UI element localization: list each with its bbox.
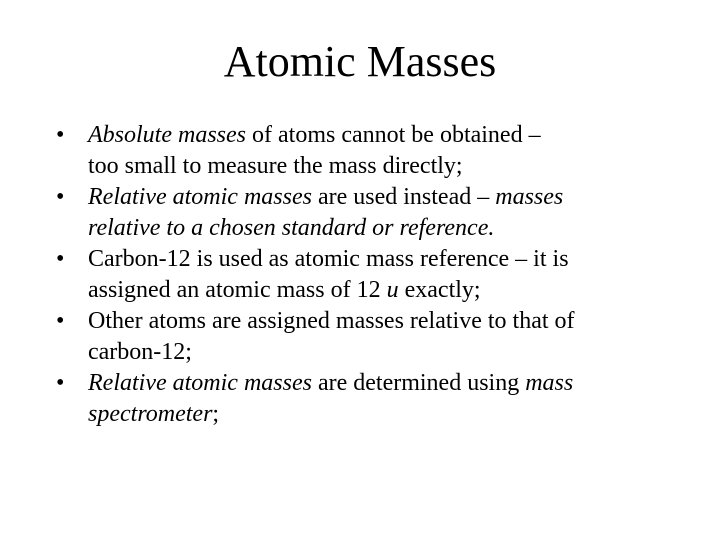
bullet-line — [88, 120, 676, 151]
bullet-item — [56, 244, 676, 306]
bullet-dot: • — [56, 370, 65, 396]
bullet-line — [88, 244, 676, 275]
text-run: Other atoms are assigned masses relative to that of — [88, 308, 575, 334]
text-run: too small to measure the mass directly; — [88, 153, 463, 179]
bullet-line — [88, 368, 676, 399]
bullet-line — [88, 275, 676, 306]
bullet-dot: • — [56, 184, 65, 210]
bullet-dot: • — [56, 246, 65, 272]
slide-title: Atomic Masses — [223, 37, 497, 86]
bullet-item — [56, 182, 676, 244]
bullet-dot: • — [56, 122, 65, 148]
italic-term: spectrometer — [88, 401, 213, 427]
italic-term: mass — [525, 370, 574, 396]
bullet-item — [56, 306, 676, 368]
bullet-line — [88, 151, 676, 182]
italic-term: masses — [495, 184, 564, 210]
bullet-line — [88, 182, 676, 213]
text-run: of atoms cannot be obtained – — [246, 122, 541, 148]
text-run: are determined using — [311, 370, 526, 396]
italic-term: Relative atomic masses — [88, 184, 312, 210]
text-run: are used instead – — [311, 184, 496, 210]
bullet-line — [88, 306, 676, 337]
bullet-item — [56, 120, 676, 182]
italic-term: Absolute masses — [88, 122, 246, 148]
bullet-list — [56, 120, 676, 430]
bullet-dot: • — [56, 308, 65, 334]
bullet-line — [88, 213, 676, 244]
bullet-line — [88, 337, 676, 368]
italic-term: relative to a chosen standard or reference. — [88, 215, 495, 241]
bullet-line — [88, 399, 676, 430]
text-run: Carbon-12 is used as atomic mass reference – it is — [88, 246, 569, 272]
italic-unit: u — [386, 277, 399, 303]
text-run: exactly; — [398, 277, 481, 303]
italic-term: Relative atomic masses — [88, 370, 312, 396]
text-run: assigned an atomic mass of 12 — [88, 277, 387, 303]
text-run: carbon-12; — [88, 339, 192, 365]
text-run: ; — [212, 401, 220, 427]
bullet-item — [56, 368, 676, 430]
